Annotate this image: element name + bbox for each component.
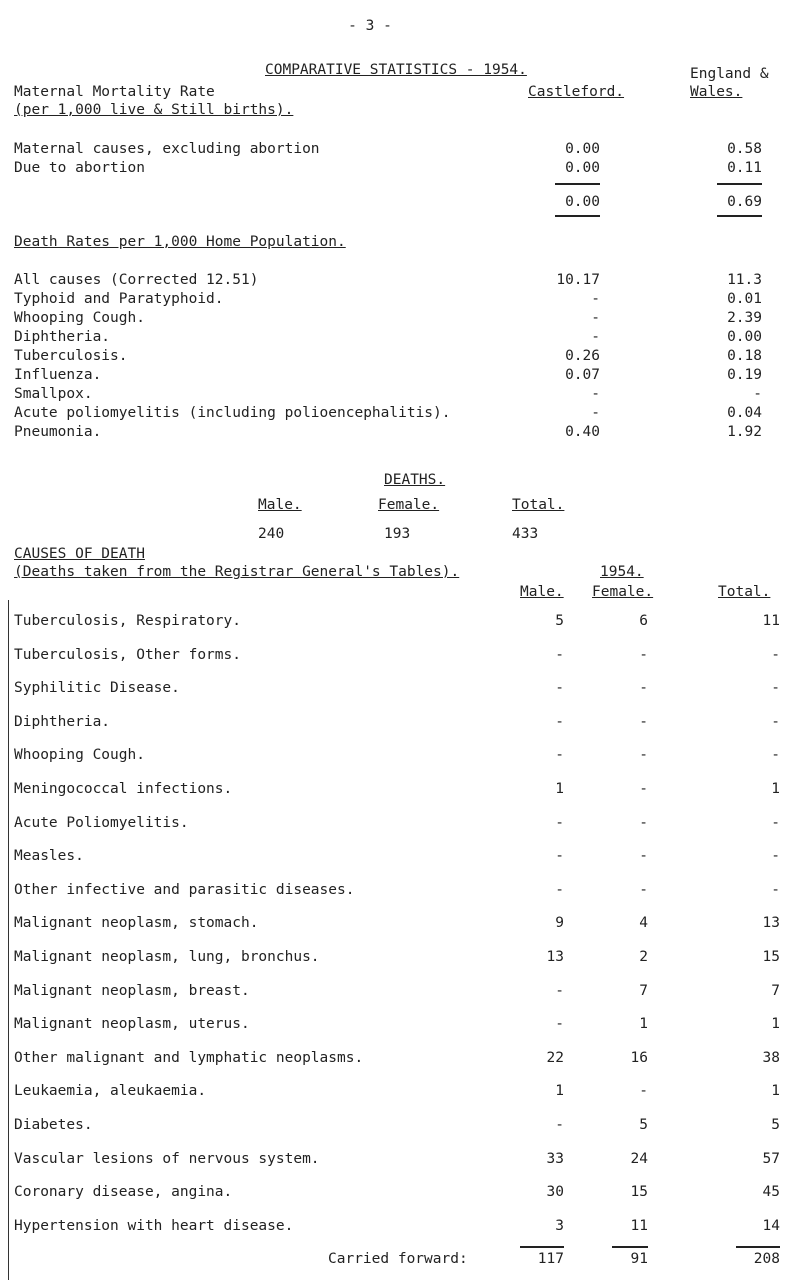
row-label: Coronary disease, angina. [14, 1184, 233, 1201]
maternal-subheading: (per 1,000 live & Still births). [14, 102, 294, 118]
page-number: - 3 - [348, 18, 392, 34]
causes-col-male: Male. [520, 584, 564, 600]
female-value: 2 [639, 949, 648, 965]
england-value: 0.11 [727, 160, 762, 176]
carried-forward-male: 117 [537, 1251, 564, 1267]
total-value: - [771, 881, 780, 898]
deaths-female: 193 [384, 526, 411, 542]
castleford-value: - [591, 386, 600, 402]
sum-rule [717, 215, 762, 217]
male-value: 30 [546, 1184, 564, 1201]
female-value: - [639, 881, 648, 898]
male-value: - [555, 1117, 564, 1133]
deaths-heading: DEATHS. [384, 472, 446, 488]
total-value: 5 [771, 1117, 780, 1133]
male-value: - [555, 881, 564, 898]
page-title: COMPARATIVE STATISTICS - 1954. [265, 62, 527, 78]
carried-forward-total: 208 [753, 1251, 780, 1267]
female-value: - [639, 747, 648, 764]
female-value: 6 [639, 613, 648, 629]
row-label: Other malignant and lymphatic neoplasms. [14, 1049, 364, 1066]
total-value: 15 [762, 949, 780, 965]
row-label: Tuberculosis, Other forms. [14, 646, 241, 663]
england-value: 2.39 [727, 310, 762, 326]
row-label: Malignant neoplasm, breast. [14, 982, 250, 999]
row-label: Malignant neoplasm, uterus. [14, 1016, 250, 1033]
total-value: - [771, 814, 780, 831]
total-value: - [771, 680, 780, 697]
row-label: Acute Poliomyelitis. [14, 814, 189, 831]
sum-rule [736, 1246, 780, 1248]
total-value: - [771, 646, 780, 663]
row-label: All causes (Corrected 12.51) [14, 272, 259, 288]
total-value: 45 [762, 1184, 780, 1201]
england-value: 0.58 [727, 141, 762, 157]
sum-rule [612, 1246, 648, 1248]
female-value: 15 [630, 1184, 648, 1201]
row-label: Leukaemia, aleukaemia. [14, 1083, 207, 1100]
female-value: - [639, 814, 648, 831]
margin-line [8, 600, 9, 1280]
female-value: - [639, 781, 648, 797]
male-value: - [555, 982, 564, 999]
male-value: - [555, 1016, 564, 1033]
row-label: Hypertension with heart disease. [14, 1217, 294, 1234]
male-value: 13 [546, 949, 564, 965]
total-value: 7 [771, 982, 780, 999]
castleford-value: - [591, 310, 600, 326]
england-value: 0.19 [727, 367, 762, 383]
england-value: 0.04 [727, 405, 762, 421]
male-value: - [555, 713, 564, 730]
row-label: Other infective and parasitic diseases. [14, 881, 355, 898]
row-label: Maternal causes, excluding abortion [14, 141, 320, 157]
causes-col-female: Female. [592, 584, 654, 600]
castleford-value: 0.26 [565, 348, 600, 364]
total-value: 57 [762, 1150, 780, 1167]
col-england-line2: Wales. [690, 84, 743, 100]
castleford-value: - [591, 329, 600, 345]
deaths-total-label: Total. [512, 497, 565, 513]
row-label: Syphilitic Disease. [14, 680, 180, 697]
total-value: 13 [762, 915, 780, 932]
male-value: - [555, 747, 564, 764]
row-label: Diphtheria. [14, 329, 111, 345]
row-label: Diphtheria. [14, 713, 111, 730]
causes-heading: CAUSES OF DEATH [14, 546, 145, 562]
sum-rule [555, 183, 600, 185]
total-value: 1 [771, 781, 780, 797]
england-value: 0.18 [727, 348, 762, 364]
total-value: 1 [771, 1083, 780, 1100]
female-value: - [639, 680, 648, 697]
female-value: 1 [639, 1016, 648, 1033]
total-value: 38 [762, 1049, 780, 1066]
male-value: 33 [546, 1150, 564, 1167]
male-value: 3 [555, 1217, 564, 1234]
row-label: Tuberculosis. [14, 348, 128, 364]
female-value: - [639, 646, 648, 663]
male-value: 1 [555, 781, 564, 797]
england-value: - [753, 386, 762, 402]
male-value: 5 [555, 613, 564, 629]
row-label: Whooping Cough. [14, 310, 145, 326]
castleford-value: 0.00 [565, 160, 600, 176]
carried-forward-label: Carried forward: [328, 1251, 468, 1267]
total-value: - [771, 848, 780, 865]
england-value: 0.00 [727, 329, 762, 345]
castleford-value: 0.00 [565, 141, 600, 157]
castleford-value: 0.40 [565, 424, 600, 440]
deaths-total: 433 [512, 526, 539, 542]
deaths-male-label: Male. [258, 497, 302, 513]
total-value: - [771, 713, 780, 730]
male-value: - [555, 848, 564, 865]
male-value: 1 [555, 1083, 564, 1100]
castleford-value: 0.07 [565, 367, 600, 383]
male-value: - [555, 680, 564, 697]
female-value: 11 [630, 1217, 648, 1234]
row-label: Tuberculosis, Respiratory. [14, 613, 241, 629]
row-label: Malignant neoplasm, lung, bronchus. [14, 949, 320, 965]
row-label: Acute poliomyelitis (including polioencephalitis). [14, 405, 451, 421]
england-value: 1.92 [727, 424, 762, 440]
row-label: Diabetes. [14, 1117, 93, 1133]
female-value: 4 [639, 915, 648, 932]
row-label: Pneumonia. [14, 424, 102, 440]
col-castleford: Castleford. [528, 84, 625, 100]
causes-year: 1954. [600, 564, 644, 580]
carried-forward-female: 91 [630, 1251, 648, 1267]
sum-rule [555, 215, 600, 217]
row-label: Smallpox. [14, 386, 93, 402]
total-value: 1 [771, 1016, 780, 1033]
female-value: 16 [630, 1049, 648, 1066]
total-value: 11 [762, 613, 780, 629]
castleford-value: 10.17 [556, 272, 600, 288]
row-label: Whooping Cough. [14, 747, 145, 764]
england-value: 0.01 [727, 291, 762, 307]
row-label: Typhoid and Paratyphoid. [14, 291, 224, 307]
row-label: Vascular lesions of nervous system. [14, 1150, 320, 1167]
total-value: - [771, 747, 780, 764]
male-value: - [555, 814, 564, 831]
deaths-female-label: Female. [378, 497, 440, 513]
female-value: - [639, 848, 648, 865]
england-value: 11.3 [727, 272, 762, 288]
female-value: 24 [630, 1150, 648, 1167]
female-value: 7 [639, 982, 648, 999]
female-value: - [639, 713, 648, 730]
female-value: - [639, 1083, 648, 1100]
maternal-heading: Maternal Mortality Rate [14, 84, 215, 100]
row-label: Meningococcal infections. [14, 781, 233, 797]
female-value: 5 [639, 1117, 648, 1133]
row-label: Measles. [14, 848, 84, 865]
castleford-total: 0.00 [565, 194, 600, 210]
male-value: 22 [546, 1049, 564, 1066]
castleford-value: - [591, 405, 600, 421]
male-value: 9 [555, 915, 564, 932]
total-value: 14 [762, 1217, 780, 1234]
male-value: - [555, 646, 564, 663]
causes-col-total: Total. [718, 584, 771, 600]
death-rates-heading: Death Rates per 1,000 Home Population. [14, 234, 346, 250]
castleford-value: - [591, 291, 600, 307]
sum-rule [520, 1246, 564, 1248]
causes-subheading: (Deaths taken from the Registrar General's Tables). [14, 564, 460, 580]
row-label: Due to abortion [14, 160, 145, 176]
row-label: Malignant neoplasm, stomach. [14, 915, 259, 932]
col-england-line1: England & [690, 66, 769, 82]
england-total: 0.69 [727, 194, 762, 210]
deaths-male: 240 [258, 526, 285, 542]
row-label: Influenza. [14, 367, 102, 383]
sum-rule [717, 183, 762, 185]
